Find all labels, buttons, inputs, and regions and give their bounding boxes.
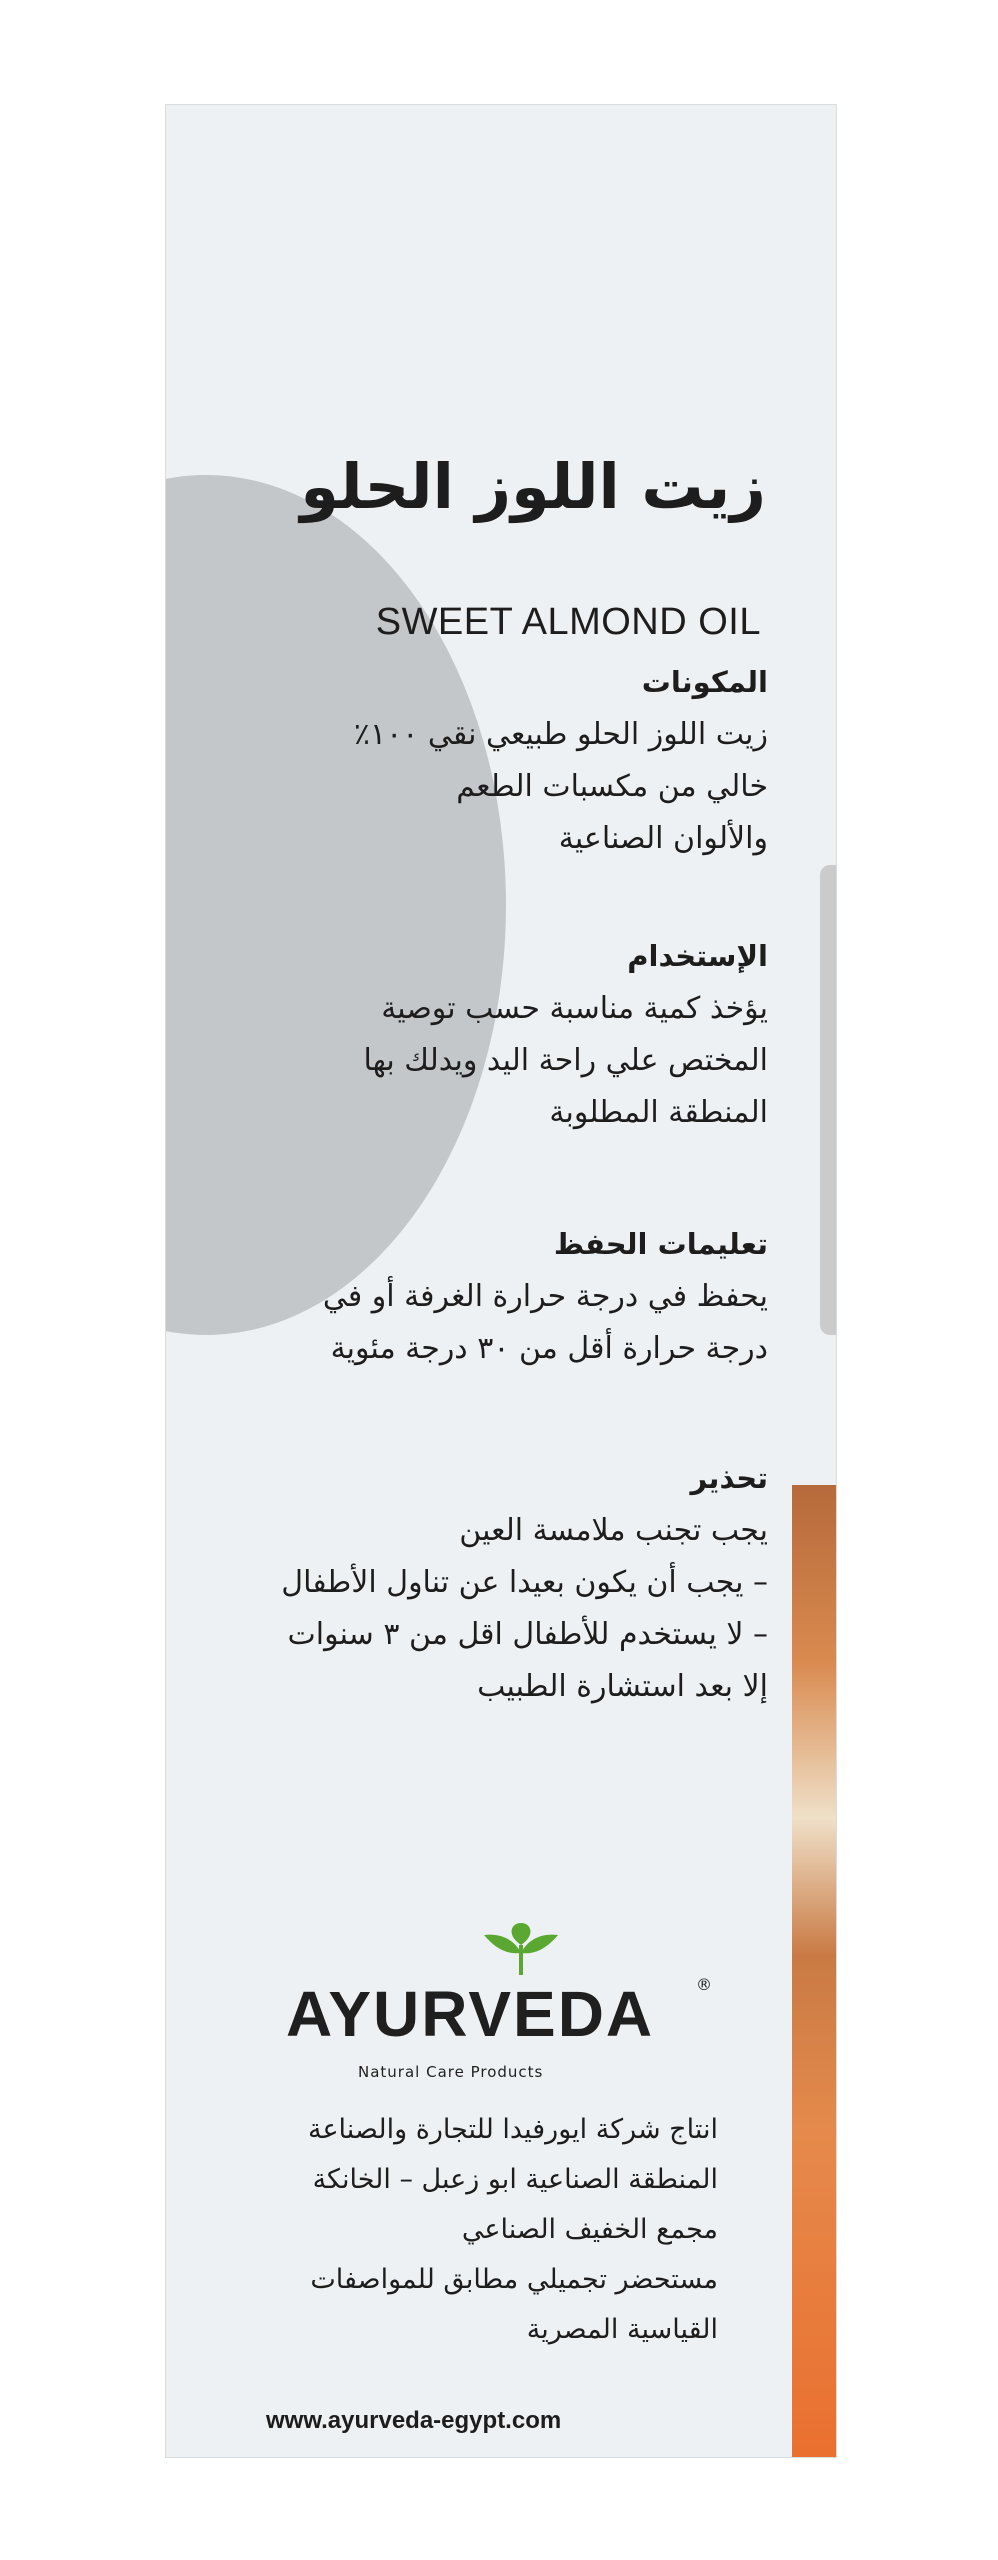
product-title-english: SWEET ALMOND OIL	[375, 601, 761, 643]
brand-tagline: Natural Care Products	[358, 2063, 544, 2081]
warning-section	[281, 1461, 768, 1713]
ingredients-heading: المكونات	[641, 665, 768, 699]
warning-line: – لا يستخدم للأطفال اقل من ٣ سنوات	[287, 1617, 768, 1652]
ingredients-line: زيت اللوز الحلو طبيعي نقي ١٠٠٪	[353, 717, 768, 752]
storage-line: يحفظ في درجة حرارة الغرفة أو في	[322, 1279, 768, 1314]
warning-line: – يجب أن يكون بعيدا عن تناول الأطفال	[281, 1565, 768, 1600]
leaf-icon	[476, 1915, 566, 1985]
warning-heading: تحذير	[690, 1461, 768, 1495]
manufacturer-line: القياسية المصرية	[526, 2314, 718, 2345]
storage-line: درجة حرارة أقل من ٣٠ درجة مئوية	[330, 1331, 768, 1366]
ingredients-section	[354, 665, 768, 865]
brand-name: AYURVEDA	[286, 1978, 655, 2050]
manufacturer-line: مجمع الخفيف الصناعي	[461, 2214, 718, 2245]
product-box-panel	[165, 104, 837, 2458]
storage-heading: تعليمات الحفظ	[553, 1227, 768, 1261]
manufacturer-line: المنطقة الصناعية ابو زعبل – الخانكة	[312, 2164, 718, 2195]
usage-heading: الإستخدام	[627, 939, 768, 973]
manufacturer-info	[308, 2105, 718, 2355]
website-url: www.ayurveda-egypt.com	[266, 2407, 562, 2434]
usage-section	[363, 939, 768, 1139]
ingredients-line: خالي من مكسبات الطعم	[456, 769, 768, 804]
storage-section	[323, 1227, 768, 1375]
usage-line: المنطقة المطلوبة	[549, 1095, 768, 1130]
brand-logo	[286, 1915, 726, 2085]
usage-line: يؤخذ كمية مناسبة حسب توصية	[381, 991, 768, 1026]
product-title-arabic: زيت اللوز الحلو	[300, 450, 766, 523]
registered-mark: ®	[696, 1975, 712, 1994]
manufacturer-line: انتاج شركة ايورفيدا للتجارة والصناعة	[307, 2114, 718, 2145]
ingredients-line: والألوان الصناعية	[558, 821, 768, 856]
warning-line: إلا بعد استشارة الطبيب	[477, 1669, 768, 1704]
usage-line: المختص علي راحة اليد ويدلك بها	[363, 1043, 768, 1078]
warning-line: يجب تجنب ملامسة العين	[459, 1513, 768, 1548]
manufacturer-line: مستحضر تجميلي مطابق للمواصفات	[310, 2264, 718, 2295]
